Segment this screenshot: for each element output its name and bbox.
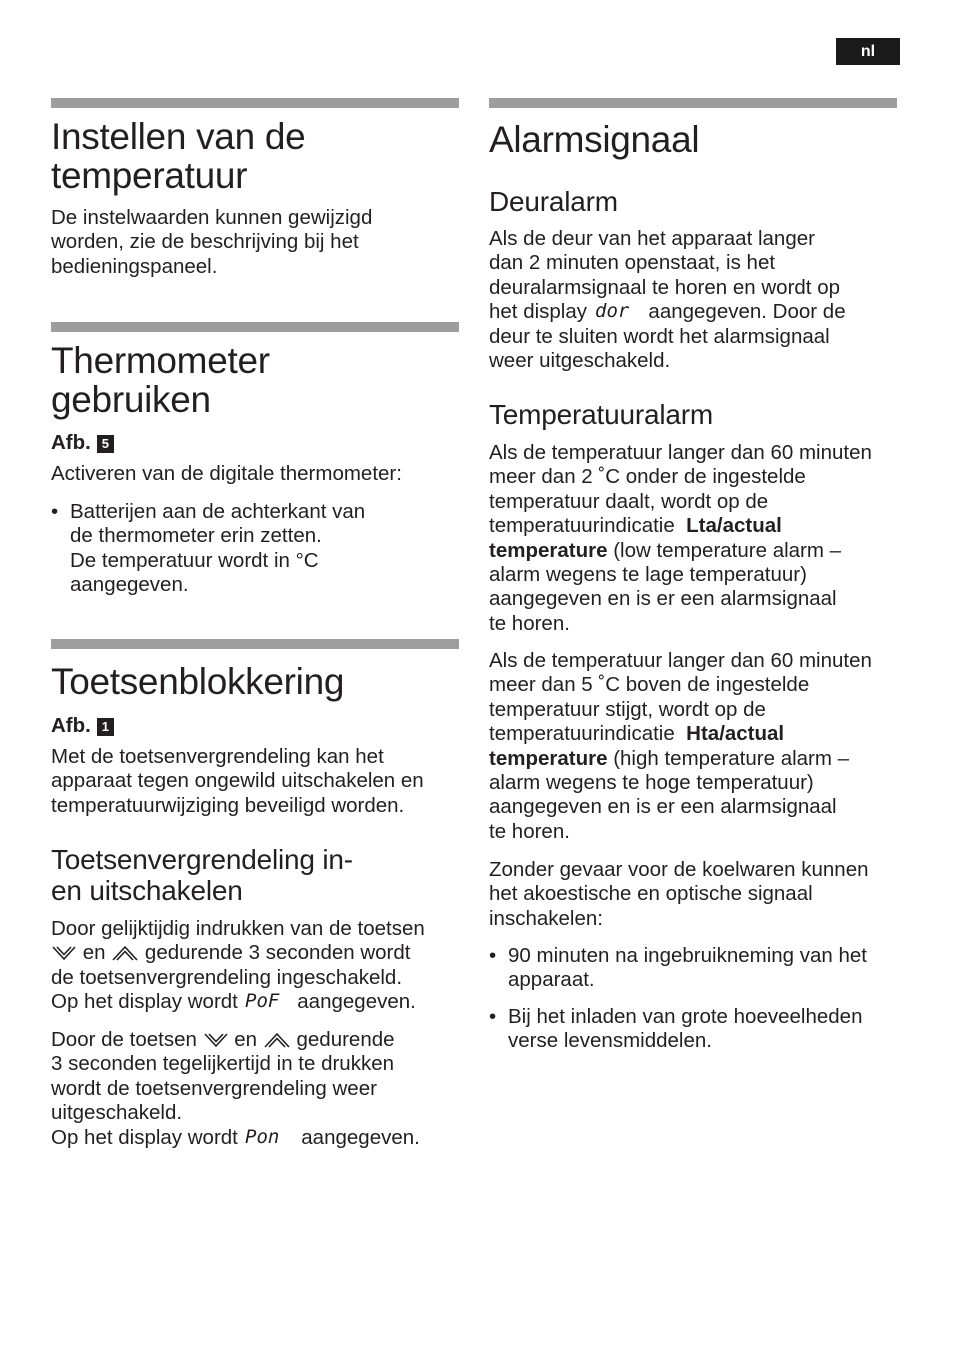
text-span: de toetsenvergrendeling ingeschakeld. (51, 965, 403, 989)
bullet-dot: • (489, 944, 497, 967)
indicator-label: Hta/actual (686, 722, 785, 746)
text-line (51, 990, 461, 1014)
high-temp-alarm-paragraph (489, 649, 909, 844)
figure-number: 1 (97, 718, 114, 736)
figure-label: Afb. (51, 714, 91, 737)
heading-line: Instellen van de (51, 116, 306, 157)
toetsenblokkering-body: Met de toetsenvergrendeling kan het apparaat tegen ongewild uitschakelen en temperatuurwijziging beveiligd worden. (51, 745, 424, 817)
bullet-dot: • (51, 500, 59, 523)
display-dor-icon (593, 300, 643, 322)
text-span: temperatuurindicatie (489, 722, 675, 746)
text-span: en (82, 941, 106, 965)
text-line: weer uitgeschakeld. (489, 349, 671, 373)
section-rule (51, 639, 459, 649)
figure-label: Afb. (51, 431, 91, 454)
text-line: deur te sluiten wordt het alarmsignaal (489, 324, 830, 348)
text-span: Op het display wordt (51, 990, 238, 1014)
text-span: Op het display wordt (51, 1125, 238, 1149)
indicator-label: temperature (489, 538, 608, 562)
figure-reference (51, 431, 114, 455)
display-pon-text: Pon (244, 1125, 279, 1148)
bullet-dot: • (489, 1005, 497, 1028)
text-span: en (234, 1028, 258, 1051)
text-span: Door gelijktijdig indrukken van de toetsen (51, 917, 425, 940)
text-line (489, 300, 904, 324)
text-span: (low temperature alarm – (607, 538, 842, 562)
figure-reference (51, 714, 114, 738)
lock-off-paragraph (51, 1028, 461, 1150)
text-span: temperatuurindicatie (489, 514, 675, 538)
display-pon-icon (244, 1126, 296, 1148)
text-span: (high temperature alarm – (607, 746, 850, 770)
subheading-toetsenvergrendeling (51, 844, 353, 906)
text-block: Als de temperatuur langer dan 60 minuten meer dan 5 ˚C boven de ingestelde temperatuur stijgt, wordt op de (489, 649, 872, 721)
text-line (51, 917, 461, 941)
display-dor-text: dor (594, 300, 630, 323)
text-line (51, 966, 461, 990)
heading-line: gebruiken (51, 379, 211, 420)
instellen-body: De instelwaarden kunnen gewijzigd worden, zie de beschrijving bij het bedieningspaneel. (51, 206, 373, 278)
text-line (489, 747, 909, 771)
subheading-line: en uitschakelen (51, 875, 243, 906)
text-span: aangegeven. (301, 1125, 420, 1149)
chevron-up-icon (111, 944, 139, 962)
subheading-line: Toetsenvergrendeling in- (51, 844, 353, 875)
text-block: Als de temperatuur langer dan 60 minuten meer dan 2 ˚C onder de ingestelde temperatuur daalt, wordt op de (489, 441, 872, 513)
text-line: deuralarmsignaal te horen en wordt op (489, 275, 840, 299)
text-span: aangegeven. (297, 990, 416, 1014)
section-rule (51, 98, 459, 108)
chevron-down-icon (203, 1031, 229, 1049)
figure-number: 5 (97, 435, 114, 453)
text-span: Door de toetsen (51, 1028, 197, 1051)
text-line (489, 539, 909, 563)
text-line: Als de deur van het apparaat langer (489, 227, 815, 250)
text-line (51, 941, 461, 965)
section-rule (51, 322, 459, 332)
text-line (51, 1126, 461, 1150)
condition-bullet-2: Bij het inladen van grote hoeveelheden verse levensmiddelen. (508, 1005, 863, 1053)
text-block: 3 seconden tegelijkertijd in te drukken wordt de toetsenvergrendeling weer uitgeschakeld. (51, 1052, 395, 1125)
thermometer-bullet-text: Batterijen aan de achterkant van de thermometer erin zetten. De temperatuur wordt in °C aangegeven. (70, 500, 366, 597)
chevron-down-icon (51, 944, 77, 962)
indicator-label: temperature (489, 746, 608, 770)
chevron-up-icon (263, 1031, 291, 1049)
heading-line: temperatuur (51, 155, 248, 196)
text-span: gedurende (296, 1028, 395, 1051)
heading-alarmsignaal: Alarmsignaal (489, 119, 700, 160)
heading-toetsenblokkering: Toetsenblokkering (51, 661, 345, 702)
text-span: gedurende 3 seconden wordt (144, 941, 411, 965)
indicator-label: Lta/actual (686, 514, 782, 538)
subheading-deuralarm: Deuralarm (489, 186, 618, 217)
language-label: nl (860, 42, 876, 60)
text-block: alarm wegens te lage temperatuur) aangegeven en is er een alarmsignaal te horen. (489, 563, 837, 635)
lock-on-paragraph (51, 917, 461, 1015)
text-line (489, 722, 909, 746)
text-block: alarm wegens te hoge temperatuur) aangegeven en is er een alarmsignaal te horen. (489, 771, 837, 843)
condition-bullet-1: 90 minuten na ingebruikneming van het apparaat. (508, 944, 867, 992)
language-badge (836, 38, 900, 65)
section-rule (489, 98, 897, 108)
heading-instellen (51, 117, 305, 195)
text-span: het display (489, 300, 588, 324)
deuralarm-paragraph (489, 227, 904, 373)
heading-line: Thermometer (51, 340, 270, 381)
text-span: aangegeven. Door de (648, 300, 846, 324)
subheading-temperatuuralarm: Temperatuuralarm (489, 399, 713, 430)
low-temp-alarm-paragraph (489, 441, 909, 636)
text-line (51, 1028, 461, 1052)
heading-thermometer (51, 341, 270, 419)
display-pof-icon (244, 990, 292, 1012)
thermometer-intro: Activeren van de digitale thermometer: (51, 462, 402, 485)
display-pof-text: PoF (244, 990, 279, 1013)
signal-conditions-intro: Zonder gevaar voor de koelwaren kunnen het akoestische en optische signaal inschakelen: (489, 858, 869, 930)
text-line (489, 514, 909, 538)
text-line: dan 2 minuten openstaat, is het (489, 251, 776, 275)
